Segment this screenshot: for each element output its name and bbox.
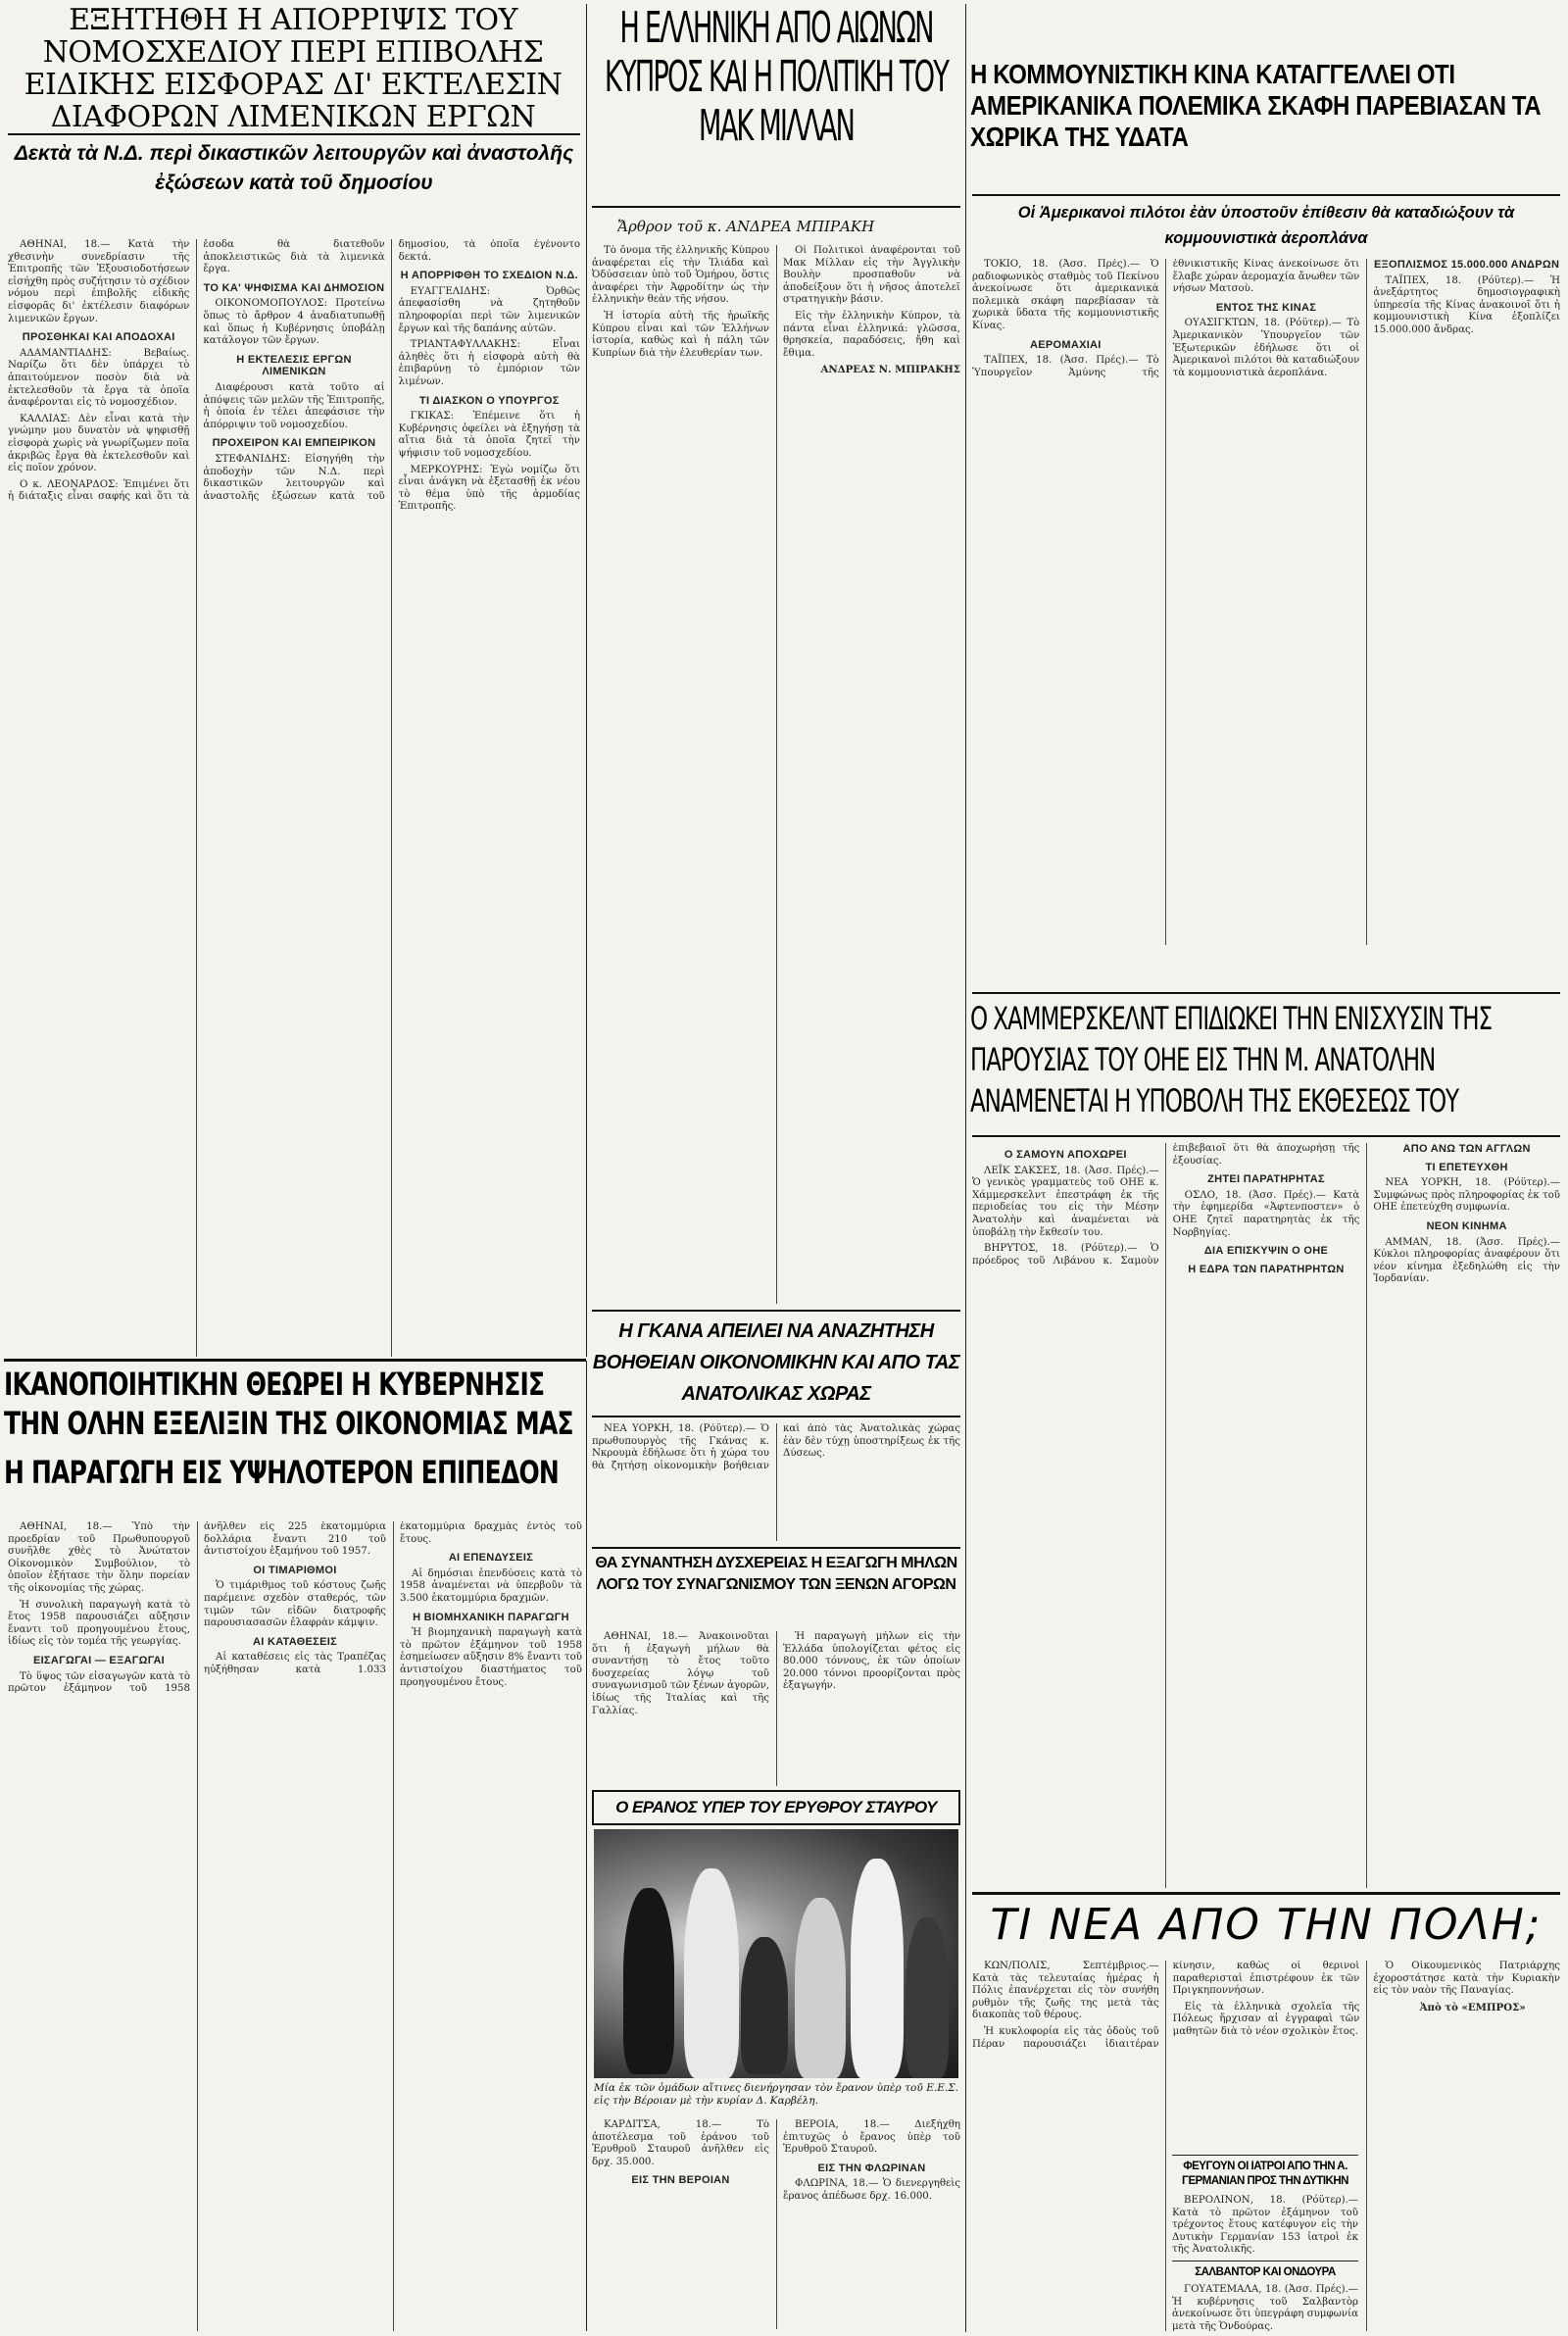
china-headline: Η ΚΟΜΜΟΥΝΙΣΤΙΚΗ ΚΙΝΑ ΚΑΤΑΓΓΕΛΛΕΙ ΟΤΙ ΑΜΕΡΙΚΑΝΙΚΑ ΠΟΛΕΜΙΚΑ ΣΚΑΦΗ ΠΑΡΕΒΙΑΣΑΝ ΤΑ ΧΩΡΙΚΑ ΤΗΣ ΥΔΑΤΑ xyxy=(970,59,1542,152)
city-headline: ΤΙ ΝΕΑ ΑΠΟ ΤΗΝ ΠΟΛΗ; xyxy=(990,1900,1543,1950)
section-subhead: ΕΝΤΟΣ ΤΗΣ ΚΙΝΑΣ xyxy=(1215,301,1317,314)
paragraph: ΚΑΛΛΙΑΣ: Δὲν εἶναι κατὰ τὴν γνώμην μου δυνατὸν νὰ ψηφισθῇ εἰσφορὰ χωρὶς νὰ γνωρίζωμεν ποῖα ἀκριβῶς ἔργα θὰ ἐκτελεσθοῦν καὶ εἰς ποῖον χρόνον. xyxy=(8,413,190,474)
divider xyxy=(592,206,960,208)
un-headline-block xyxy=(970,998,1564,1129)
city-headline-block xyxy=(972,1896,1560,1957)
paragraph: ΑΔΑΜΑΝΤΙΑΔΗΣ: Βεβαίως. Ναρίζω ὅτι δὲν ὑπάρχει τὸ ἀπαιτούμενον ποσὸν διὰ νὰ ἐκτελεσθοῦν τὰ ἔργα τὰ ὁποῖα ἀναφέρονται εἰς τὸ νομοσχέδιον. xyxy=(8,347,190,409)
section-subhead: ΑΙ ΕΠΕΝΔΥΣΕΙΣ xyxy=(448,1552,534,1565)
ghana-headline: Η ΓΚΑΝΑ ΑΠΕΙΛΕΙ ΝΑ ΑΝΑΖΗΤΗΣΗ ΒΟΗΘΕΙΑΝ ΟΙΚΟΝΟΜΙΚΗΝ ΚΑΙ ΑΠΟ ΤΑΣ ΑΝΑΤΟΛΙΚΑΣ ΧΩΡΑΣ xyxy=(592,1320,960,1405)
ghana-headline-block xyxy=(592,1310,960,1417)
paragraph: ΑΘΗΝΑΙ, 18.— Κατὰ τὴν χθεσινὴν συνεδρίασιν τῆς Ἐπιτροπῆς τῶν Ἐξουσιοδοτήσεων εἰσήχθη πρὸς συζήτησιν τὸ σχέδιον νόμου περὶ ἐπιβολῆς εἰδικῆς εἰσφορᾶς δι' ἐκτέλεσιν διαφόρων λιμενικῶν ἔργων. xyxy=(8,239,190,324)
paragraph: Ὁ τιμάριθμος τοῦ κόστους ζωῆς παρέμεινε σχεδὸν σταθερός, τῶν τιμῶν τῶν εἰδῶν διατροφῆς παρουσιασασῶν ἐλαφρὰν κάμψιν. xyxy=(204,1580,386,1629)
section-subhead: ΑΕΡΟΜΑΧΙΑΙ xyxy=(1029,338,1102,351)
section-subhead: ΕΞΟΠΛΙΣΜΟΣ 15.000.000 ΑΝΔΡΩΝ xyxy=(1373,259,1560,271)
section-subhead: ΕΙΣ ΤΗΝ ΦΛΩΡΙΝΑΝ xyxy=(817,2162,926,2174)
paragraph: ΑΜΜΑΝ, 18. (Ἀσσ. Πρές).— Κύκλοι πληροφορίας ἀναφέρουν ὅτι νέον κίνημα ἐξεδηλώθη εἰς τὴν Ἰορδανίαν. xyxy=(1373,1236,1560,1285)
section-subhead: ΟΙ ΤΙΜΑΡΙΘΜΟΙ xyxy=(253,1564,337,1576)
economy-headline-1: ΙΚΑΝΟΠΟΙΗΤΙΚΗΝ ΘΕΩΡΕΙ Η ΚΥΒΕΡΝΗΣΙΣ ΤΗΝ ΟΛΗΝ ΕΞΕΛΙΞΙΝ ΤΗΣ ΟΙΚΟΝΟΜΙΑΣ ΜΑΣ xyxy=(4,1366,573,1442)
economy-headline-2: Η ΠΑΡΑΓΩΓΗ ΕΙΣ ΥΨΗΛΟΤΕΡΟΝ ΕΠΙΠΕΔΟΝ xyxy=(4,1454,560,1491)
paragraph: ΤΑΪΠΕΧ, 18. (Ρόϋτερ).— Ἡ ἀνεξάρτητος δημοσιογραφικὴ ὑπηρεσία τῆς Κίνας ἀνακοινοῖ ὅτι ἡ κομμουνιστικὴ Κίνα ἐξοπλίζει 15.000.000 ἄνδρας. xyxy=(1373,274,1560,335)
cyprus-headline-block xyxy=(592,4,960,196)
red-cross-headline: Ο ΕΡΑΝΟΣ ΥΠΕΡ ΤΟΥ ΕΡΥΘΡΟΥ ΣΤΑΥΡΟΥ xyxy=(615,1798,937,1816)
un-body xyxy=(972,1143,1560,1888)
paragraph: ΦΛΩΡΙΝΑ, 18.— Ὁ διενεργηθεὶς ἔρανος ἀπέδωσε δρχ. 16.000. xyxy=(783,2178,960,2202)
economy-body xyxy=(8,1521,582,2331)
paragraph: ΒΗΡΥΤΟΣ, 18. (Ρόϋτερ).— Ὁ πρόεδρος τοῦ Λιβάνου κ. Σαμοὺν ἐπιβεβαιοῖ ὅτι θὰ ἀποχωρήσῃ τῆς ἐξουσίας. xyxy=(972,1143,1360,1267)
paragraph: Αἱ καταθέσεις εἰς τὰς Τραπέζας ηὐξήθησαν κατὰ 1.033 ἑκατομμύρια δραχμὰς ἐντὸς τοῦ ἔτους. xyxy=(204,1521,582,1675)
paragraph: ΚΑΡΔΙΤΣΑ, 18.— Τὸ ἀποτέλεσμα τοῦ ἐράνου τοῦ Ἐρυθροῦ Σταυροῦ ἀνῆλθεν εἰς δρχ. 35.000. xyxy=(592,2119,769,2167)
section-subhead: ΤΙ ΕΠΕΤΕΥΧΘΗ xyxy=(1425,1161,1508,1173)
section-subhead: Η ΕΚΤΕΛΕΣΙΣ ΕΡΓΩΝ ΛΙΜΕΝΙΚΩΝ xyxy=(236,353,352,378)
red-cross-headline-block xyxy=(592,1790,960,1825)
cyprus-byline-block xyxy=(617,218,951,241)
left-top-headline: ΕΞΗΤΗΘΗ Η ΑΠΟΡΡΙΨΙΣ ΤΟΥ ΝΟΜΟΣΧΕΔΙΟΥ ΠΕΡΙ ΕΠΙΒΟΛΗΣ ΕΙΔΙΚΗΣ ΕΙΣΦΟΡΑΣ ΔΙ' ΕΚΤΕΛΕΣΙΝ ΔΙΑΦΟΡΩΝ ΛΙΜΕΝΙΚΩΝ ΕΡΓΩΝ xyxy=(24,4,563,131)
paragraph: Διαφέρουσι κατὰ τοῦτο αἱ ἀπόψεις τῶν μελῶν τῆς Ἐπιτροπῆς, ἡ ὁποία ἐν τέλει ἀπεφάσισε τὴν ἀπόρριψιν τοῦ νομοσχεδίου. xyxy=(203,381,385,430)
section-subhead: ΑΙ ΚΑΤΑΘΕΣΕΙΣ xyxy=(253,1635,337,1648)
paragraph: Ἡ ἱστορία αὐτὴ τῆς ἡρωϊκῆς Κύπρου εἶναι καὶ τῶν Ἑλλήνων ἱστορία, καθὼς καὶ ἡ πάλη τῶν Κυπρίων διὰ τὴν ἐλευθερίαν των. xyxy=(592,310,769,359)
economy-headline-block xyxy=(4,1365,586,1512)
china-headline-block xyxy=(970,59,1564,167)
paragraph: ΤΑΪΠΕΧ, 18. (Ἀσσ. Πρές).— Τὸ Ὑπουργεῖον Ἀμύνης τῆς ἐθνικιστικῆς Κίνας ἀνεκοίνωσε ὅτι ἔλαβε χώραν ἀερομαχία ἄνωθεν τῶν νήσων Ματσοὺ. xyxy=(972,259,1360,378)
cyprus-headline: Η ΕΛΛΗΝΙΚΗ ΑΠΟ ΑΙΩΝΩΝ ΚΥΠΡΟΣ ΚΑΙ Η ΠΟΛΙΤΙΚΗ ΤΟΥ ΜΑΚ ΜΙΛΛΑΝ xyxy=(604,4,949,151)
photo-figure xyxy=(851,1859,904,2078)
paragraph: ΟΥΑΣΙΓΚΤΩΝ, 18. (Ρόϋτερ).— Τὸ Ἀμερικανικὸν Ὑπουργεῖον τῶν Ἐξωτερικῶν ἐδήλωσε ὅτι οἱ Ἀμερικανοὶ πιλότοι θὰ καταδιώξουν τὰ κομμουνιστικὰ ἀεροπλάνα. xyxy=(1172,318,1360,378)
section-subhead: ΤΟ ΚΑ' ΨΗΦΙΣΜΑ ΚΑΙ ΔΗΜΟΣΙΟΝ xyxy=(203,281,385,294)
paragraph: Ὁ Οἰκουμενικὸς Πατριάρχης ἐχοροστάτησε κατὰ τὴν Κυριακὴν εἰς τὸν ναὸν τῆς Παναγίας. xyxy=(1373,1961,1560,1997)
divider xyxy=(972,1135,1560,1137)
paragraph: ΓΟΥΑΤΕΜΑΛΑ, 18. (Ἀσσ. Πρές).— Ἡ κυβέρνησις τοῦ Σαλβαντὸρ ἀνεκοίνωσε ὅτι ὑπεγράφη συμφωνία μετὰ τῆς Ὀνδούρας. xyxy=(1172,2283,1358,2331)
doctors-block xyxy=(1172,2155,1358,2331)
paragraph: Τὸ ὕψος τῶν εἰσαγωγῶν κατὰ τὸ πρῶτον ἑξάμηνον τοῦ 1958 ἀνῆλθεν εἰς 225 ἑκατομμύρια δολλάρια ἔναντι 210 τοῦ ἀντιστοίχου ἑξαμήνου τοῦ 1957. xyxy=(8,1521,386,1695)
paragraph: Ἡ κυκλοφορία εἰς τὰς ὁδοὺς τοῦ Πέραν παρουσιάζει ἰδιαιτέραν κίνησιν, καθὼς οἱ θερινοὶ παραθερισταὶ ἐπιστρέφουν ἐκ τῶν Πριγκηποννήσων. xyxy=(972,1961,1360,2050)
source-note: Ἀπὸ τὸ «ΕΜΠΡΟΣ» xyxy=(1419,2001,1526,2013)
paragraph: ΛΕΪΚ ΣΑΚΣΕΣ, 18. (Ἀσσ. Πρές).— Ὁ γενικὸς γραμματεὺς τοῦ ΟΗΕ κ. Χάμμερσκελντ ἐπεστράφη ἐκ τῆς περιοδείας του εἰς τὴν Μέσην Ἀνατολὴν καὶ ἀναμένεται νὰ ὑποβάλῃ τὴν ἔκθεσίν του. xyxy=(972,1165,1159,1238)
left-top-subheadline-block xyxy=(8,139,580,237)
divider xyxy=(592,1547,960,1549)
paragraph: ΟΣΛΟ, 18. (Ἀσσ. Πρές).— Κατὰ τὴν ἐφημερίδα «Ἀφτενποστεν» ὁ ΟΗΕ ζητεῖ παρατηρητὰς ἐκ τῆς Νορβηγίας. xyxy=(1172,1189,1360,1238)
divider xyxy=(8,133,580,135)
section-subhead: ΝΕΟΝ ΚΙΝΗΜΑ xyxy=(1426,1219,1507,1232)
red-cross-caption: Μία ἐκ τῶν ὁμάδων αἵτινες διενήργησαν τὸν ἔρανον ὑπὲρ τοῦ Ε.Ε.Σ. εἰς τὴν Βέροιαν μὲ τὴν κυρίαν Δ. Καρβέλη. xyxy=(594,2082,958,2107)
paragraph: ΝΕΑ ΥΟΡΚΗ, 18. (Ρόϋτερ).— Ὁ πρωθυπουργὸς τῆς Γκάνας κ. Νκρουμὰ ἐδήλωσε ὅτι ἡ χώρα του θὰ ζητήσῃ οἰκονομικὴν βοήθειαν καὶ ἀπὸ τὰς Ἀνατολικὰς χώρας ἐὰν δὲν τύχῃ ὑποστηρίξεως ἐκ τῆς Δύσεως. xyxy=(592,1423,960,1471)
paragraph: ΒΕΡΟΙΑ, 18.— Διεξήχθη ἐπιτυχῶς ὁ ἔρανος ὑπὲρ τοῦ Ἐρυθροῦ Σταυροῦ. xyxy=(783,2119,960,2156)
photo-figure xyxy=(623,1888,674,2074)
paragraph: ΜΕΡΚΟΥΡΗΣ: Ἐγὼ νομίζω ὅτι εἶναι ἀνάγκη νὰ ἐξετασθῇ ἐκ νέου τὸ θέμα ὑπὸ τῆς ἁρμοδίας Ἐπιτροπῆς. xyxy=(398,464,580,513)
photo-figure xyxy=(741,1937,788,2074)
paragraph: ΚΩΝ/ΠΟΛΙΣ, Σεπτέμβριος.— Κατὰ τὰς τελευταίας ἡμέρας ἡ Πόλις ἐπανέρχεται εἰς τὸν συνήθη ρυθμὸν τῆς ζωῆς της μετὰ τὰς διακοπὰς τοῦ θέρους. xyxy=(972,1961,1159,2021)
section-subhead: ΔΙΑ ΕΠΙΣΚΥΨΙΝ Ο ΟΗΕ xyxy=(1203,1245,1329,1258)
paragraph: Οἱ Πολιτικοὶ ἀναφέρονται τοῦ Μακ Μίλλαν εἰς τὴν Ἀγγλικὴν Βουλὴν προσπαθοῦν νὰ ἀποδείξουν ὅτι ἡ νῆσος ἀποτελεῖ στρατηγικὴν βάσιν. xyxy=(783,245,960,306)
section-subhead: ΕΙΣ ΤΗΝ ΒΕΡΟΙΑΝ xyxy=(631,2174,730,2187)
apples-headline-block xyxy=(592,1553,960,1627)
column-rule xyxy=(965,4,966,2332)
paragraph: Εἰς τὴν ἑλληνικὴν Κύπρον, τὰ πάντα εἶναι ἑλληνικά: γλῶσσα, θρησκεία, παραδόσεις, ἤθη καὶ ἔθιμα. xyxy=(783,310,960,359)
paragraph: ΟΙΚΟΝΟΜΟΠΟΥΛΟΣ: Προτείνω ὅπως τὸ ἄρθρον 4 ἀναδιατυπωθῇ καὶ ὅπως ἡ Κυβέρνησις ὑποβάλῃ κατάλογον τῶν ἔργων. xyxy=(203,298,385,347)
paragraph: ΒΕΡΟΛΙΝΟΝ, 18. (Ρόϋτερ).— Κατὰ τὸ πρῶτον ἑξάμηνον τοῦ τρέχοντος ἔτους κατέφυγον εἰς τὴν Δυτικὴν Γερμανίαν 153 ἰατροὶ ἐκ τῆς Ἀνατολικῆς. xyxy=(1172,2195,1358,2256)
left-top-subheadline: Δεκτὰ τὰ Ν.Δ. περὶ δικαστικῶν λειτουργῶν καὶ ἀναστολῆς ἐξώσεων κατὰ τοῦ δημοσίου xyxy=(14,142,574,194)
salvador-body xyxy=(1172,2284,1358,2331)
photo-figure xyxy=(906,1917,949,2078)
paragraph: Εἰς τὰ ἑλληνικὰ σχολεῖα τῆς Πόλεως ἤρχισαν αἱ ἐγγραφαὶ τῶν μαθητῶν διὰ τὸ νέον σχολικὸν ἔτος. xyxy=(1172,2001,1360,2037)
section-subhead: ΖΗΤΕΙ ΠΑΡΑΤΗΡΗΤΑΣ xyxy=(1207,1173,1325,1186)
china-subheadline: Οἱ Ἀμερικανοὶ πιλότοι ἐὰν ὑποστοῦν ἐπίθεσιν θὰ καταδιώξουν τὰ κομμουνιστικὰ ἀεροπλάνα xyxy=(1017,204,1515,247)
apples-headline: ΘΑ ΣΥΝΑΝΤΗΣΗ ΔΥΣΧΕΡΕΙΑΣ Η ΕΞΑΓΩΓΗ ΜΗΛΩΝ ΛΟΓΩ ΤΟΥ ΣΥΝΑΓΩΝΙΣΜΟΥ ΤΩΝ ΞΕΝΩΝ ΑΓΟΡΩΝ xyxy=(595,1555,957,1593)
paragraph: Ἡ συνολικὴ παραγωγὴ κατὰ τὸ ἔτος 1958 παρουσιάζει αὔξησιν ἔναντι τοῦ προηγουμένου ἔτους, ἰδίως εἰς τὸν τομέα τῆς γεωργίας. xyxy=(8,1599,190,1648)
un-headline: Ο ΧΑΜΜΕΡΣΚΕΛΝΤ ΕΠΙΔΙΩΚΕΙ ΤΗΝ ΕΝΙΣΧΥΣΙΝ ΤΗΣ ΠΑΡΟΥΣΙΑΣ ΤΟΥ ΟΗΕ ΕΙΣ ΤΗΝ Μ. ΑΝΑΤΟΛΗΝ ΑΝΑΜΕΝΕΤΑΙ Η ΥΠΟΒΟΛΗ ΤΗΣ ΕΚΘΕΣΕΩΣ ΤΟΥ xyxy=(970,1000,1492,1119)
red-cross-caption-block xyxy=(594,2082,958,2115)
divider xyxy=(4,1359,586,1362)
red-cross-body xyxy=(592,2119,960,2329)
paragraph: ΕΥΑΓΓΕΛΙΔΗΣ: Ὀρθῶς ἀπεφασίσθη νὰ ζητηθοῦν πληροφορίαι περὶ τῶν λιμενικῶν ἔργων καὶ τῆς δαπάνης αὐτῶν. xyxy=(398,285,580,334)
red-cross-photo xyxy=(594,1829,958,2078)
section-subhead: ΕΙΣΑΓΩΓΑΙ — ΕΞΑΓΩΓΑΙ xyxy=(32,1654,166,1666)
paragraph: ΣΤΕΦΑΝΙΔΗΣ: Εἰσηγήθη τὴν ἀποδοχὴν τῶν Ν.Δ. περὶ δικαστικῶν λειτουργῶν καὶ ἀναστολῆς ἐξώσεων κατὰ τοῦ δημοσίου, τὰ ὁποῖα ἐγένοντο δεκτά. xyxy=(203,239,580,502)
paragraph: ΑΘΗΝΑΙ, 18.— Ὑπὸ τὴν προεδρίαν τοῦ Πρωθυπουργοῦ συνῆλθε χθὲς τὸ Ἀνώτατον Οἰκονομικὸν Συμβούλιον, τὸ ὁποῖον ἐξήτασε τὴν ὅλην πορείαν τῆς οἰκονομίας τῆς χώρας. xyxy=(8,1521,190,1594)
divider xyxy=(972,992,1560,994)
left-top-headline-block xyxy=(4,4,582,131)
author-signature: ΑΝΔΡΕΑΣ Ν. ΜΠΙΡΑΚΗΣ xyxy=(820,364,960,376)
paragraph: ΝΕΑ ΥΟΡΚΗ, 18. (Ρόϋτερ).— Συμφώνως πρὸς πληροφορίας ἐκ τοῦ ΟΗΕ ἐπετεύχθη συμφωνία. xyxy=(1373,1177,1560,1214)
photo-figure xyxy=(795,1898,846,2078)
divider xyxy=(972,194,1560,196)
paragraph: ΤΡΙΑΝΤΑΦΥΛΛΑΚΗΣ: Εἶναι ἀληθὲς ὅτι ἡ εἰσφορὰ αὐτὴ θὰ ἐπιβαρύνῃ τὸ ἐμπόριον τῶν λιμένων. xyxy=(398,339,580,387)
section-subhead: Ο ΣΑΜΟΥΝ ΑΠΟΧΩΡΕΙ xyxy=(1004,1149,1127,1161)
china-body xyxy=(972,259,1560,945)
photo-figure xyxy=(684,1868,739,2078)
paragraph: ΑΘΗΝΑΙ, 18.— Ἀνακοινοῦται ὅτι ἡ ἐξαγωγὴ μήλων θὰ συναντήσῃ τὸ ἔτος τοῦτο δυσχερείας λόγῳ τοῦ συναγωνισμοῦ τῶν ξένων ἀγορῶν, ἰδίως τῆς Ἰταλίας καὶ τῆς Γαλλίας. xyxy=(592,1631,769,1716)
china-subheadline-block xyxy=(972,200,1560,255)
paragraph: Ἡ παραγωγὴ μήλων εἰς τὴν Ἑλλάδα ὑπολογίζεται φέτος εἰς 80.000 τόννους, ἐκ τῶν ὁποίων 20.000 τόννοι προορίζονται πρὸς ἐξαγωγήν. xyxy=(783,1631,960,1692)
salvador-headline: ΣΑΛΒΑΝΤΟΡ ΚΑΙ ΟΝΔΟΥΡΑ xyxy=(1172,2261,1358,2280)
section-subhead: ΠΡΟΣΘΗΚΑΙ ΚΑΙ ΑΠΟΔΟΧΑΙ xyxy=(22,331,175,344)
paragraph: Τὸ ὄνομα τῆς ἑλληνικῆς Κύπρου ἀναφέρεται εἰς τὴν Ἰλιάδα καὶ Ὀδύσσειαν ὑπὸ τοῦ Ὁμήρου, ὅστις ἀναφέρει τὴν Ἀφροδίτην ὡς τὴν ἐλληνικὴν θεὰν τῆς νήσου. xyxy=(592,245,769,306)
column-rule xyxy=(586,4,587,1357)
section-subhead: Η ΒΙΟΜΗΧΑΝΙΚΗ ΠΑΡΑΓΩΓΗ xyxy=(413,1611,569,1623)
section-subhead: Η ΕΔΡΑ ΤΩΝ ΠΑΡΑΤΗΡΗΤΩΝ xyxy=(1188,1263,1345,1275)
section-subhead: ΠΡΟΧΕΙΡΟΝ ΚΑΙ ΕΜΠΕΙΡΙΚΟΝ xyxy=(212,437,376,450)
paragraph: Αἱ δημόσιαι ἐπενδύσεις κατὰ τὸ 1958 ἀναμένεται νὰ ὑπερβοῦν τὰ 3.500 ἑκατομμύρια δραχμῶν. xyxy=(400,1567,582,1604)
section-subhead: ΑΠΟ ΑΝΩ ΤΩΝ ΑΓΓΛΩΝ xyxy=(1402,1143,1531,1155)
section-subhead: Η ΑΠΟΡΡΙΦΘΗ ΤΟ ΣΧΕΔΙΟΝ Ν.Δ. xyxy=(400,270,578,282)
divider xyxy=(972,1892,1560,1895)
paragraph: ΓΚΙΚΑΣ: Ἐπέμεινε ὅτι ἡ Κυβέρνησις ὀφείλει νὰ ἐξηγήσῃ τὰ αἴτια διὰ τὰ ὁποῖα ζητεῖ τὴν ψήφισιν τοῦ νομοσχεδίου. xyxy=(398,411,580,459)
paragraph: ΤΟΚΙΟ, 18. (Ἀσσ. Πρές).— Ὁ ραδιοφωνικὸς σταθμὸς τοῦ Πεκίνου ἀνεκοίνωσε ὅτι ἀμερικανικὰ πολεμικὰ σκάφη παρεβίασαν τὰ χωρικὰ ὕδατα τῆς κομμουνιστικῆς Κίνας. xyxy=(972,259,1159,331)
column-rule xyxy=(586,1361,587,2331)
doctors-headline: ΦΕΥΓΟΥΝ ΟΙ ΙΑΤΡΟΙ ΑΠΟ ΤΗΝ Α. ΓΕΡΜΑΝΙΑΝ ΠΡΟΣ ΤΗΝ ΔΥΤΙΚΗΝ xyxy=(1172,2155,1358,2189)
cyprus-byline: Ἄρθρον τοῦ κ. ΑΝΔΡΕΑ ΜΠΙΡΑΚΗ xyxy=(617,218,875,235)
paragraph: Ο κ. ΛΕΟΝΑΡΔΟΣ: Ἐπιμένει ὅτι ἡ διάταξις εἶναι σαφής καὶ ὅτι τὰ ἔσοδα θὰ διατεθοῦν ἀποκλειστικῶς διὰ τὰ λιμενικὰ ἔργα. xyxy=(8,239,385,503)
ghana-body xyxy=(592,1423,960,1541)
section-subhead: ΤΙ ΔΙΑΣΚΟΝ Ο ΥΠΟΥΡΓΟΣ xyxy=(419,394,560,407)
cyprus-body xyxy=(592,245,960,1304)
paragraph: Ἡ βιομηχανικὴ παραγωγὴ κατὰ τὸ πρῶτον ἑξάμηνον τοῦ 1958 ἐσημείωσεν αὔξησιν 8% ἔναντι τοῦ ἀντιστοίχου διαστήματος τοῦ προηγουμένου ἔτους. xyxy=(400,1627,582,1688)
doctors-body xyxy=(1172,2195,1358,2257)
left-top-body xyxy=(8,239,580,1357)
apples-body xyxy=(592,1631,960,1786)
